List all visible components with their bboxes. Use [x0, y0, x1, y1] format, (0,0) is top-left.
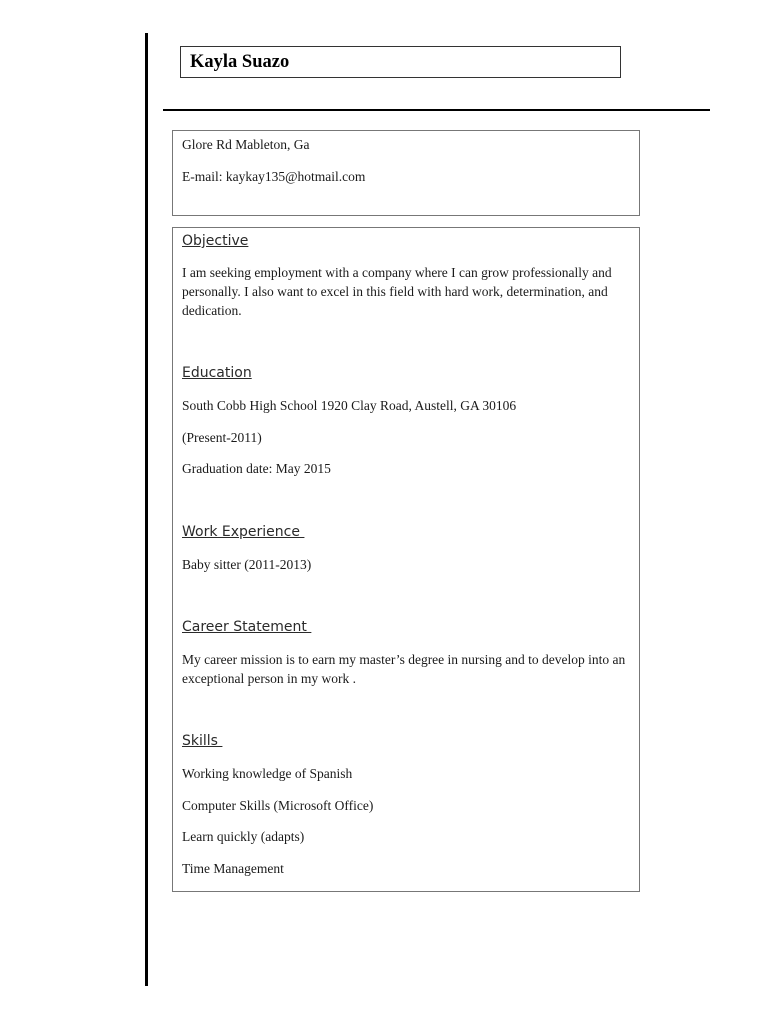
education-school: South Cobb High School 1920 Clay Road, Austell, GA 30106	[182, 398, 517, 413]
work-experience-heading: Work Experience	[182, 524, 305, 540]
skill-item: Computer Skills (Microsoft Office)	[182, 798, 374, 813]
education-period: (Present-2011)	[182, 430, 262, 445]
objective-text: I am seeking employment with a company where I can grow professionally and personally. I also want to excel in this field with hard work, determination, and dedication.	[182, 265, 612, 318]
contact-section	[172, 130, 640, 216]
objective-heading: Objective	[182, 233, 249, 249]
name-header-box	[180, 46, 621, 78]
skill-item: Time Management	[182, 861, 284, 876]
left-margin-rule	[145, 33, 148, 986]
candidate-name: Kayla Suazo	[190, 52, 290, 72]
work-experience-item: Baby sitter (2011-2013)	[182, 557, 312, 572]
skills-heading: Skills	[182, 733, 223, 749]
skill-item: Learn quickly (adapts)	[182, 829, 305, 844]
skill-item: Working knowledge of Spanish	[182, 766, 353, 781]
header-divider	[163, 109, 710, 111]
career-statement-text: My career mission is to earn my master’s degree in nursing and to develop into an exceptional person in my work .	[182, 652, 626, 686]
education-graduation: Graduation date: May 2015	[182, 461, 331, 476]
contact-address: Glore Rd Mableton, Ga	[182, 137, 310, 152]
contact-email: E-mail: kaykay135@hotmail.com	[182, 169, 366, 184]
resume-body-section	[172, 227, 640, 892]
education-heading: Education	[182, 365, 252, 381]
career-statement-heading: Career Statement	[182, 619, 312, 635]
